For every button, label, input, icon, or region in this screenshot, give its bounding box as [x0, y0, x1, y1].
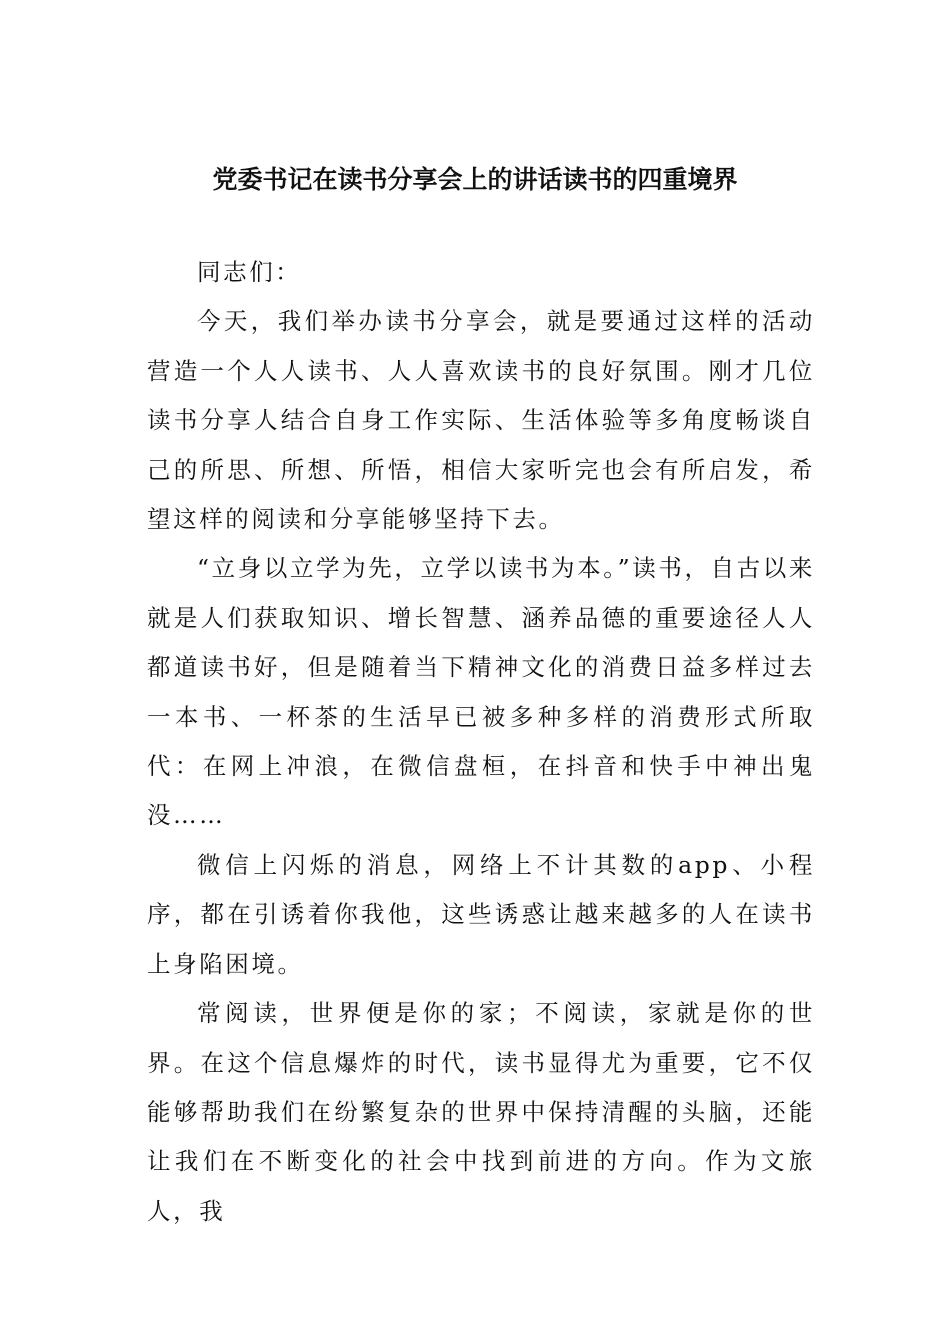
document-title: 党委书记在读书分享会上的讲话读书的四重境界: [212, 165, 738, 194]
paragraph-greeting: 同志们：: [197, 258, 302, 286]
paragraph-3: 微信上闪烁的消息，网络上不计其数的app、小程序，都在引诱着你我他，这些诱惑让越来越多的人在读书上身陷困境。: [147, 850, 815, 978]
paragraph-2: “立身以立学为先，立学以读书为本。”读书，自古以来就是人们获取知识、增长智慧、涵养品德的重要途径人人都道读书好，但是随着当下精神文化的消费日益多样过去一本书、一杯茶的生活早已被多种多样的消费形式所取代：在网上冲浪，在微信盘桓，在抖音和快手中神出鬼没……: [147, 554, 815, 830]
paragraph-4: 常阅读，世界便是你的家；不阅读，家就是你的世界。在这个信息爆炸的时代，读书显得尤为重要，它不仅能够帮助我们在纷繁复杂的世界中保持清醒的头脑，还能让我们在不断变化的社会中找到前进的方向。作为文旅人，我: [147, 999, 815, 1225]
document-body: [147, 248, 815, 1236]
paragraph-1: 今天，我们举办读书分享会，就是要通过这样的活动营造一个人人读书、人人喜欢读书的良好氛围。刚才几位读书分享人结合自身工作实际、生活体验等多角度畅谈自己的所思、所想、所悟，相信大家听完也会有所启发，希望这样的阅读和分享能够坚持下去。: [147, 307, 815, 534]
